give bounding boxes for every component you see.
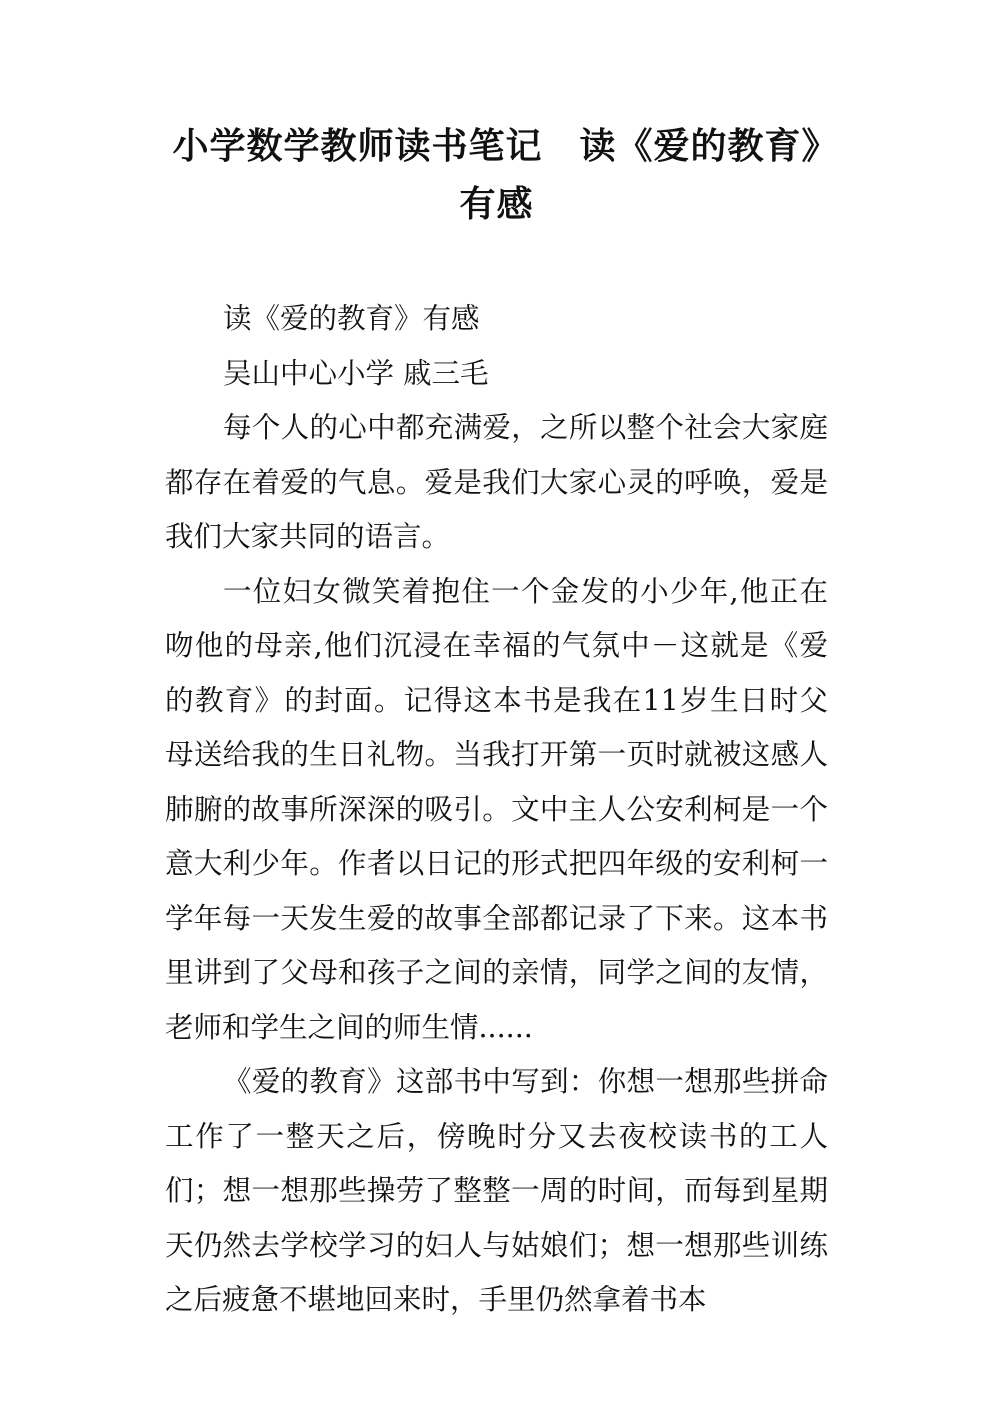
subtitle-line: 读《爱的教育》有感 [223, 302, 480, 335]
paragraph: 一位妇女微笑着抱住一个金发的小少年,他正在吻他的母亲,他们沉浸在幸福的气氛中－这就是《爱的教育》的封面。记得这本书是我在11岁生日时父母送给我的生日礼物。当我打开第一页时就被这感人肺腑的故事所深深的吸引。文中主人公安利柯是一个意大利少年。作者以日记的形式把四年级的安利柯一学年每一天发生爱的故事全部都记录了下来。这本书里讲到了父母和孩子之间的亲情，同学之间的友情，老师和学生之间的师生情...... [165, 574, 828, 1044]
paragraph: 每个人的心中都充满爱，之所以整个社会大家庭都存在着爱的气息。爱是我们大家心灵的呼唤，爱是我们大家共同的语言。 [165, 411, 828, 553]
document-title: 小学数学教师读书笔记 读《爱的教育》有感 [172, 126, 821, 225]
author-line: 吴山中心小学 戚三毛 [223, 356, 489, 390]
paragraph: 《爱的教育》这部书中写到：你想一想那些拼命工作了一整天之后，傍晚时分又去夜校读书的工人们；想一想那些操劳了整整一周的时间，而每到星期天仍然去学校学习的妇人与姑娘们；想一想那些训练之后疲惫不堪地回来时，手里仍然拿着书本 [165, 1065, 828, 1316]
document-body [165, 292, 828, 1328]
